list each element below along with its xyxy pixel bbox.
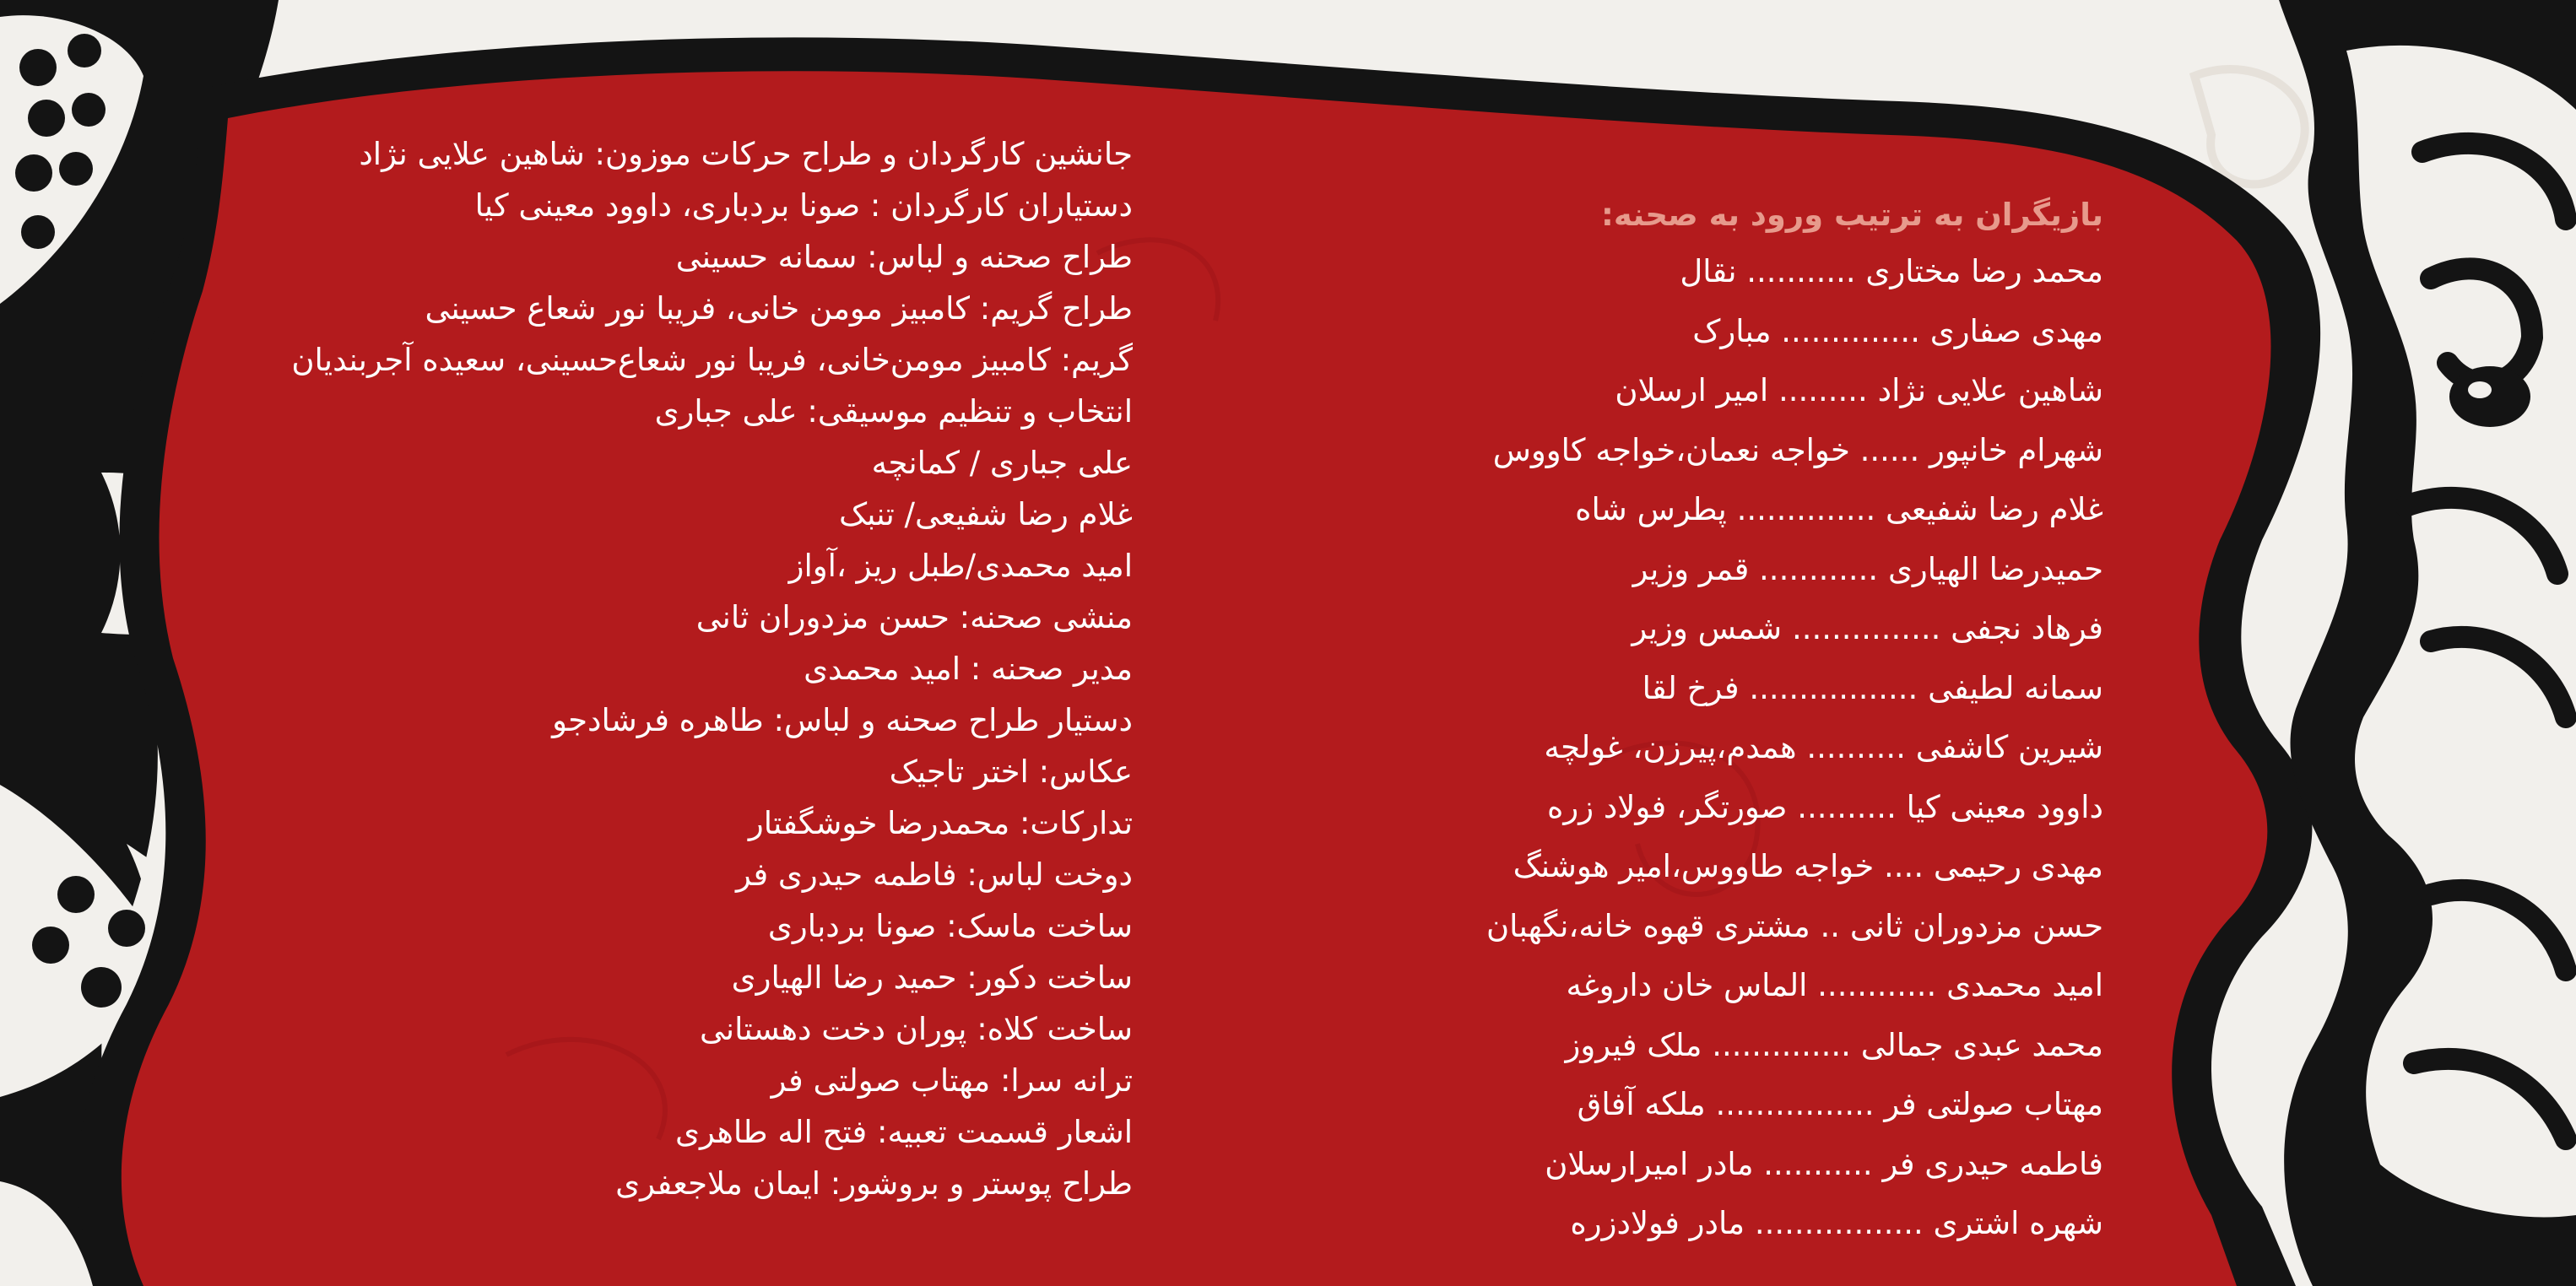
cast-dot-leader: ........... <box>1746 253 1856 289</box>
crew-credit-line: جانشین کارگردان و طراح حرکات موزون: شاهین علایی نژاد <box>359 136 1133 172</box>
cast-actor-name: حسن مزدوران ثانی <box>1849 907 2103 944</box>
cast-dot-leader: ............ <box>1759 550 1879 587</box>
cast-actor-name: غلام رضا شفیعی <box>1886 491 2103 527</box>
cast-row <box>1486 540 2103 600</box>
crew-credit-line: منشی صحنه: حسن مزدوران ثانی <box>695 599 1133 635</box>
cast-role-name: مادر فولادزره <box>1570 1205 1745 1241</box>
cast-actor-name: محمد عبدی جمالی <box>1860 1026 2103 1063</box>
cast-actor-name: شاهین علایی نژاد <box>1877 372 2103 408</box>
cast-actor-name: امید محمدی <box>1946 967 2103 1003</box>
cast-actor-name: فرهاد نجفی <box>1951 610 2103 646</box>
cast-actor-name: شهرام خانپور <box>1929 431 2103 468</box>
cast-role-name: فرخ لقا <box>1642 669 1740 706</box>
crew-credit-line: ترانه سرا: مهتاب صولتی فر <box>771 1062 1133 1099</box>
cast-role-name: خواجه نعمان،خواجه کاووس <box>1492 431 1850 468</box>
cast-actor-name: مهتاب صولتی فر <box>1884 1086 2103 1122</box>
cast-row <box>1486 659 2103 719</box>
cast-role-name: مشتری قهوه خانه،نگهبان <box>1486 907 1810 944</box>
cast-role-name: قمر وزیر <box>1632 550 1750 587</box>
cast-row <box>1486 242 2103 302</box>
cast-row <box>1486 837 2103 897</box>
crew-credit-line: انتخاب و تنظیم موسیقی: علی جباری <box>654 393 1133 430</box>
cast-row <box>1486 778 2103 838</box>
crew-credit-line: غلام رضا شفیعی/ تنبک <box>839 496 1133 532</box>
crew-credit-line: طراح گریم: کامبیز مومن خانی، فریبا نور شعاع حسینی <box>425 290 1133 327</box>
crew-credit-line: طراح پوستر و بروشور: ایمان ملاجعفری <box>615 1165 1133 1202</box>
crew-credits <box>291 128 1133 1209</box>
cast-dot-leader: ............... <box>1791 610 1941 646</box>
crew-credit-line: امید محمدی/طبل ریز ،آواز <box>788 548 1133 584</box>
cast-dot-leader: .............. <box>1781 312 1920 349</box>
cast-actor-name: فاطمه حیدری فر <box>1882 1145 2103 1182</box>
cast-role-name: همدم،پیرزن، غولچه <box>1544 729 1797 765</box>
cast-row <box>1486 599 2103 659</box>
cast-dot-leader: ................. <box>1754 1205 1924 1241</box>
cast-dot-leader: ............ <box>1817 967 1937 1003</box>
cast-dot-leader: .. <box>1820 907 1841 944</box>
cast-rows <box>1486 242 2103 1254</box>
cast-row <box>1486 361 2103 421</box>
cast-dot-leader: .............. <box>1712 1026 1851 1063</box>
crew-credit-line: مدیر صحنه : امید محمدی <box>804 651 1133 687</box>
cast-actor-name: حمیدرضا الهیاری <box>1887 550 2103 587</box>
cast-role-name: الماس خان داروغه <box>1566 967 1808 1003</box>
cast-role-name: مبارک <box>1692 312 1772 349</box>
crew-credit-line: اشعار قسمت تعبیه: فتح اله طاهری <box>674 1114 1133 1150</box>
cast-actor-name: سمانه لطیفی <box>1928 669 2103 706</box>
crew-credit-line: گریم: کامبیز مومن‌خانی، فریبا نور شعاع‌حسینی، سعیده آجربندیان <box>291 342 1133 378</box>
cast-row <box>1486 302 2103 362</box>
crew-credit-line: ساخت دکور: حمید رضا الهیاری <box>731 959 1133 996</box>
crew-credit-line: طراح صحنه و لباس: سمانه حسینی <box>675 239 1133 275</box>
crew-credit-line: عکاس: اختر تاجیک <box>889 754 1133 790</box>
cast-role-name: نقال <box>1680 253 1737 289</box>
cast-actor-name: مهدی رحیمی <box>1933 848 2103 884</box>
cast-role-name: امیر ارسلان <box>1615 372 1769 408</box>
cast-dot-leader: .... <box>1884 848 1924 884</box>
cast-row <box>1486 480 2103 540</box>
cast-dot-leader: ...... <box>1859 431 1920 468</box>
cast-dot-leader: .......... <box>1797 788 1897 825</box>
cast-actor-name: داوود معینی کیا <box>1906 788 2103 825</box>
cast-role-name: خواجه طاووس،امیر هوشنگ <box>1513 848 1875 884</box>
cast-role-name: پطرس شاه <box>1575 491 1727 527</box>
crew-credit-line: تدارکات: محمدرضا خوشگفتار <box>748 805 1133 841</box>
crew-credit-line: دستیار طراح صحنه و لباس: طاهره فرشادجو <box>552 702 1133 738</box>
crew-credit-line: ساخت کلاه: پوران دخت دهستانی <box>699 1011 1133 1047</box>
cast-role-name: ملکه آفاق <box>1577 1086 1706 1122</box>
cast-actor-name: محمد رضا مختاری <box>1865 253 2103 289</box>
cast-list <box>1486 190 2103 1254</box>
cast-dot-leader: ................ <box>1715 1086 1875 1122</box>
crew-credit-line: ساخت ماسک: صونا بردباری <box>767 908 1133 944</box>
cast-row <box>1486 956 2103 1016</box>
cast-role-name: صورتگر، فولاد زره <box>1546 788 1788 825</box>
cast-dot-leader: .......... <box>1806 729 1906 765</box>
crew-credit-line: دوخت لباس: فاطمه حیدری فر <box>736 856 1133 893</box>
cast-row <box>1486 1135 2103 1195</box>
cast-row <box>1486 421 2103 481</box>
cast-row <box>1486 1075 2103 1135</box>
right-face-eye <box>2449 366 2530 427</box>
cast-actor-name: شیرین کاشفی <box>1915 729 2103 765</box>
cast-role-name: مادر امیرارسلان <box>1545 1145 1754 1182</box>
cast-actor-name: شهره اشتری <box>1933 1205 2103 1241</box>
cast-dot-leader: ......... <box>1778 372 1868 408</box>
cast-role-name: ملک فیروز <box>1565 1026 1702 1063</box>
cast-row <box>1486 718 2103 778</box>
crew-credit-line: علی جباری / کمانچه <box>871 445 1133 481</box>
crew-credit-line: دستیاران کارگردان : صونا بردباری، داوود معینی کیا <box>474 187 1133 224</box>
cast-dot-leader: ........... <box>1763 1145 1873 1182</box>
cast-row <box>1486 897 2103 957</box>
cast-row <box>1486 1194 2103 1254</box>
cast-heading: بازیگران به ترتیب ورود به صحنه: <box>1601 197 2103 233</box>
cast-actor-name: مهدی صفاری <box>1929 312 2103 349</box>
cast-dot-leader: ................. <box>1749 669 1918 706</box>
cast-role-name: شمس وزیر <box>1632 610 1783 646</box>
cast-row <box>1486 1016 2103 1076</box>
cast-dot-leader: .............. <box>1736 491 1876 527</box>
